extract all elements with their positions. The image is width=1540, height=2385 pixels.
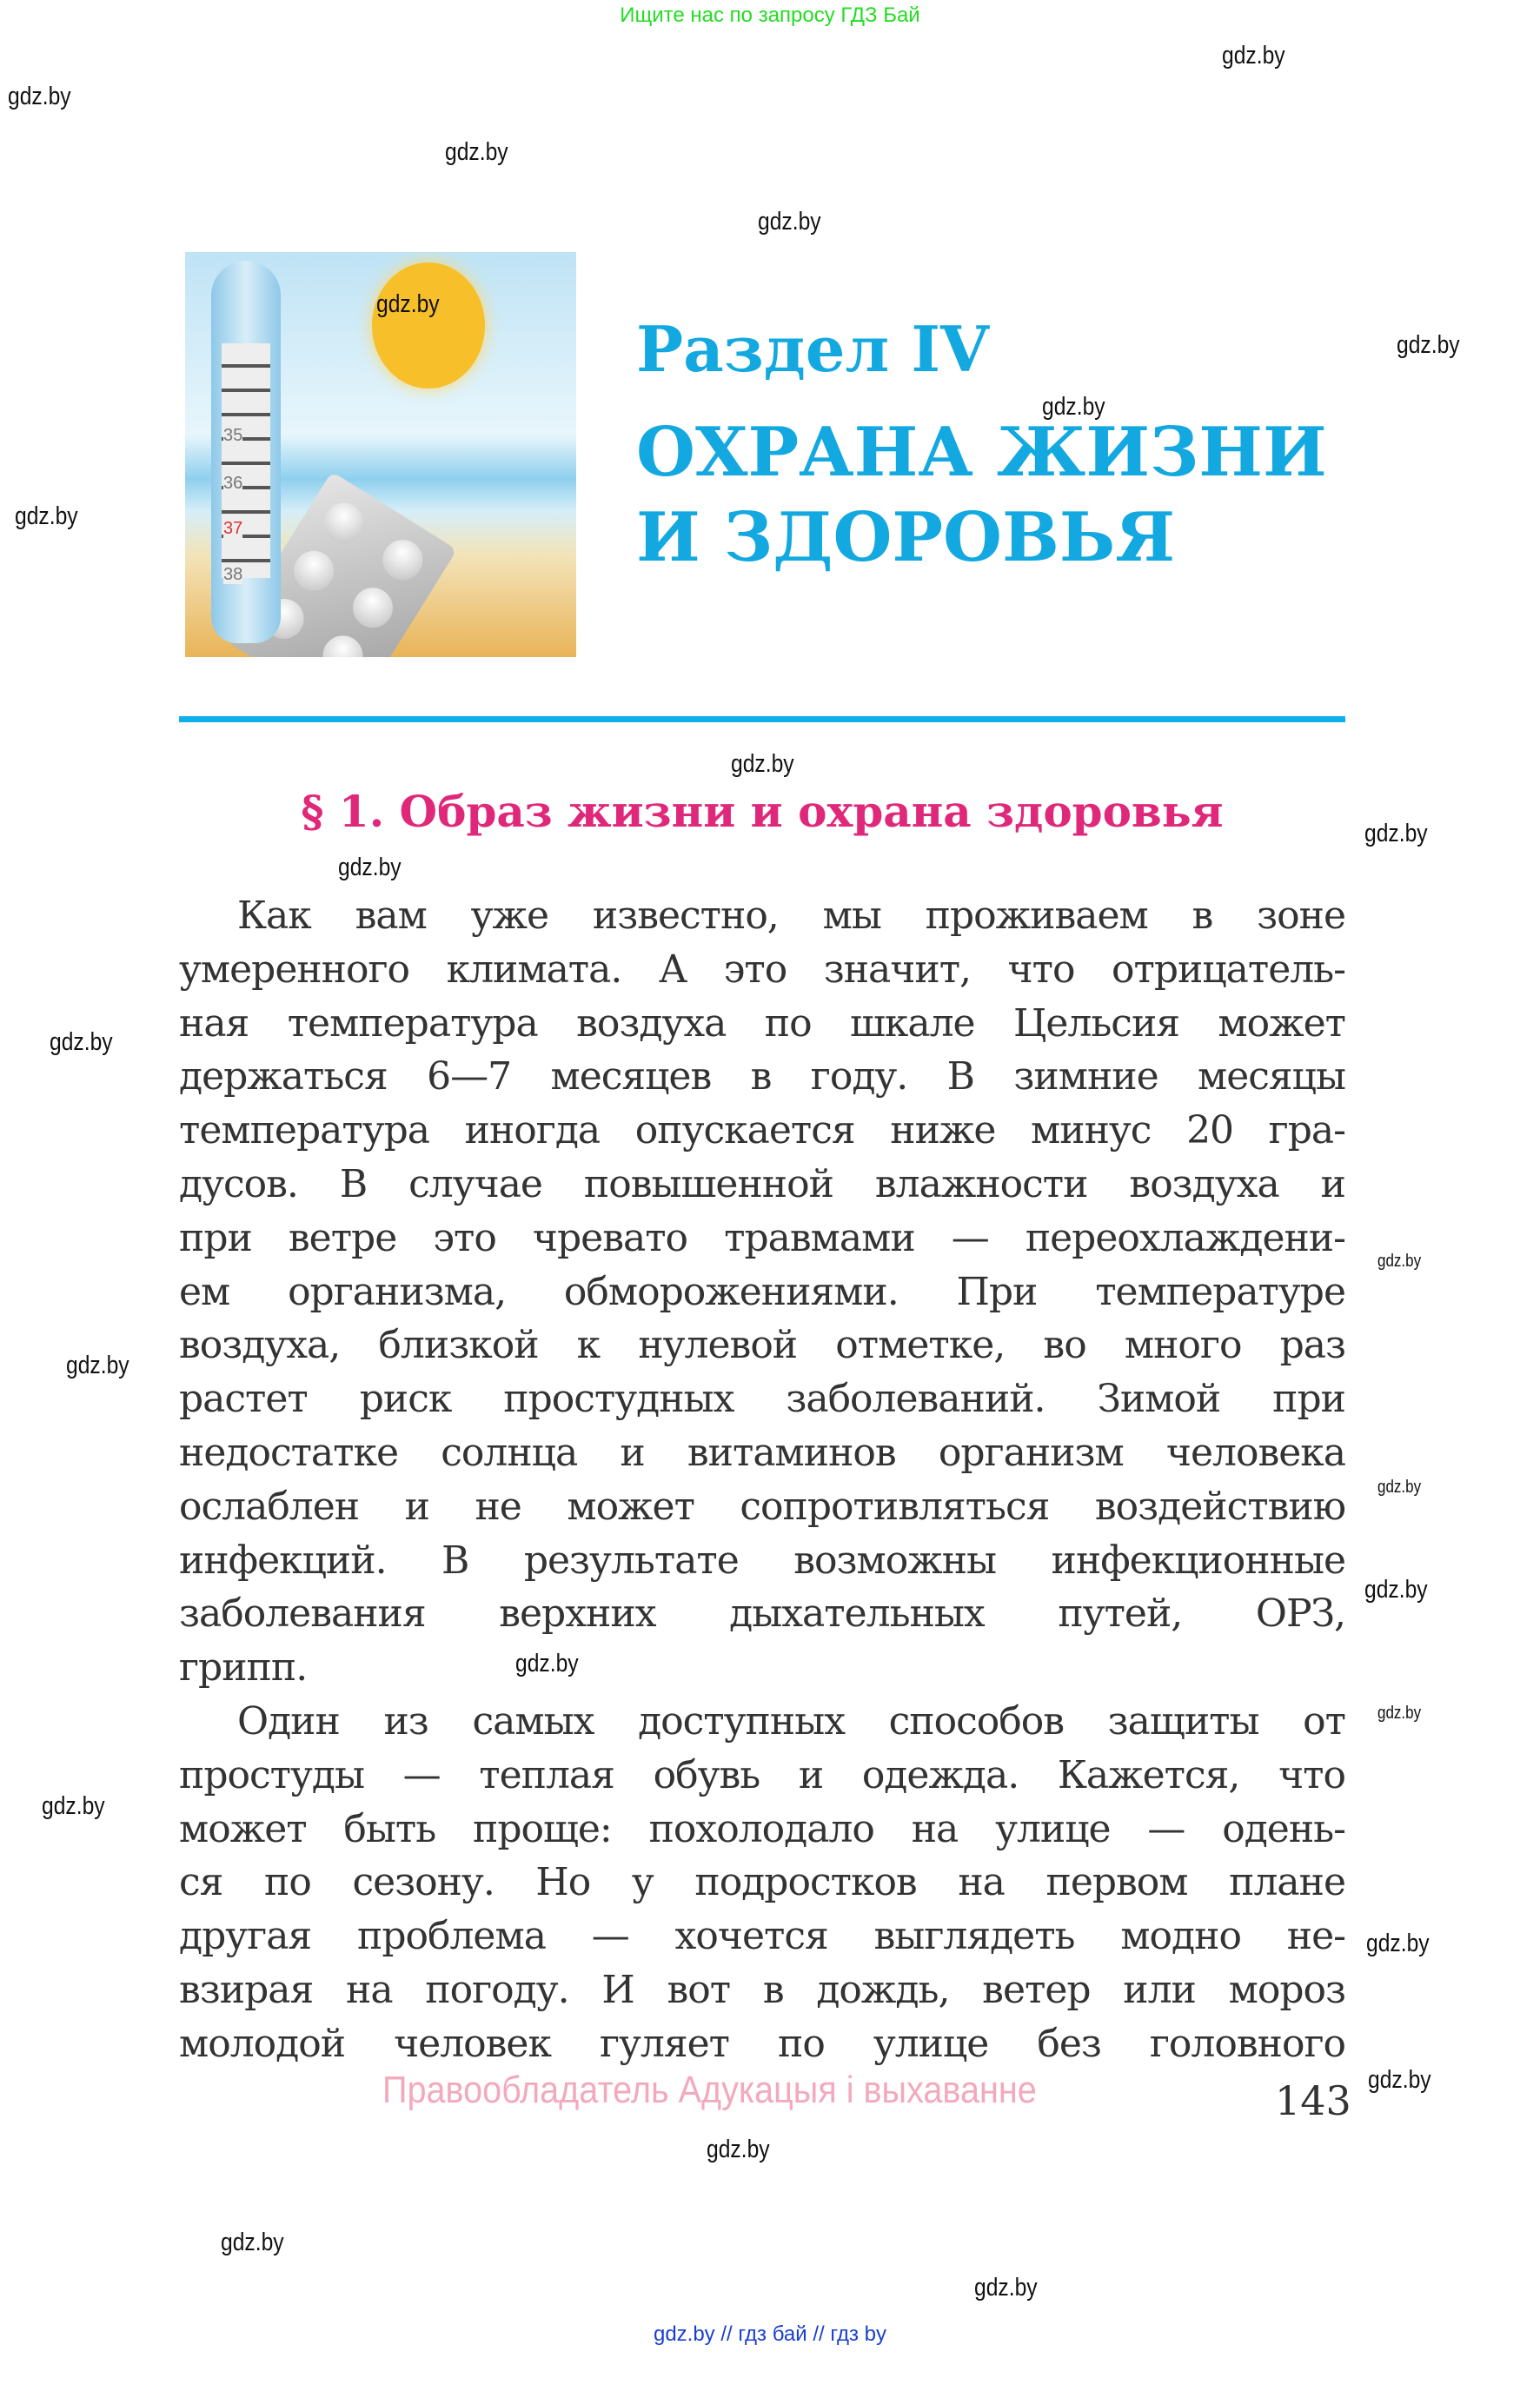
text-line: взирая на погоду. И вот в дождь, ветер или мороз bbox=[179, 1967, 1345, 2012]
section-title-line1: ОХРАНА ЖИЗНИ bbox=[636, 413, 1327, 492]
page-number: 143 bbox=[1275, 2077, 1351, 2124]
watermark-link[interactable]: gdz.by bbox=[1364, 1576, 1428, 1604]
watermark-link[interactable]: gdz.by bbox=[15, 502, 78, 530]
thermometer-mark: 36 bbox=[223, 474, 243, 493]
watermark-link[interactable]: gdz.by bbox=[42, 1792, 105, 1820]
bottom-ad-link[interactable]: gdz.by // гдз бай // гдз by bbox=[653, 2322, 887, 2346]
top-ad-link[interactable]: Ищите нас по запросу ГДЗ Бай bbox=[620, 3, 920, 27]
text-line: умеренного климата. А это значит, что отрицатель- bbox=[179, 947, 1345, 992]
sun-graphic bbox=[372, 262, 485, 389]
copyright-notice: Правообладатель Адукацыя і выхаванне bbox=[382, 2069, 1037, 2111]
text-line: температура иногда опускается ниже минус 20 гра- bbox=[179, 1108, 1345, 1153]
watermark-link[interactable]: gdz.by bbox=[707, 2136, 770, 2163]
section-divider bbox=[179, 716, 1345, 722]
watermark-link[interactable]: gdz.by bbox=[8, 83, 71, 110]
text-line: Как вам уже известно, мы проживаем в зоне bbox=[237, 894, 1345, 938]
thermometer-mark: 38 bbox=[223, 565, 243, 584]
watermark-link[interactable]: gdz.by bbox=[1366, 1930, 1430, 1957]
text-line: простуды — теплая обувь и одежда. Кажется, что bbox=[179, 1752, 1345, 1797]
paragraph-heading: § 1. Образ жизни и охрана здоровья bbox=[301, 786, 1224, 837]
watermark-link[interactable]: gdz.by bbox=[50, 1028, 113, 1056]
text-line: ем организма, обморожениями. При температуре bbox=[179, 1269, 1345, 1314]
watermark-link[interactable]: gdz.by bbox=[1364, 820, 1428, 847]
text-line: Один из самых доступных способов защиты от bbox=[237, 1698, 1345, 1744]
watermark-link[interactable]: gdz.by bbox=[1368, 2066, 1431, 2094]
text-line: дусов. В случае повышенной влажности воздуха и bbox=[179, 1161, 1345, 1206]
watermark-link[interactable]: gdz.by bbox=[1397, 331, 1460, 359]
text-line: ся по сезону. Но у подростков на первом плане bbox=[179, 1860, 1345, 1905]
watermark-link[interactable]: gdz.by bbox=[758, 208, 821, 236]
watermark-link[interactable]: gdz.by bbox=[1222, 42, 1285, 70]
watermark-link[interactable]: gdz.by bbox=[1377, 1704, 1422, 1723]
section-label: Раздел IV bbox=[636, 312, 989, 386]
text-line: заболевания верхних дыхательных путей, ОРЗ, bbox=[179, 1591, 1345, 1637]
text-line: недостатке солнца и витаминов организм человека bbox=[179, 1430, 1345, 1475]
watermark-link[interactable]: gdz.by bbox=[1042, 393, 1105, 421]
text-line: другая проблема — хочется выглядеть модно не- bbox=[179, 1914, 1345, 1959]
section-title-line2: И ЗДОРОВЬЯ bbox=[636, 498, 1176, 577]
watermark-link[interactable]: gdz.by bbox=[1377, 1252, 1422, 1271]
text-line: воздуха, близкой к нулевой отметке, во много раз bbox=[179, 1323, 1345, 1368]
thermometer-mark: 37 bbox=[223, 519, 243, 538]
text-line: ослаблен и не может сопротивляться воздействию bbox=[179, 1484, 1345, 1529]
watermark-link[interactable]: gdz.by bbox=[338, 854, 402, 881]
watermark-link[interactable]: gdz.by bbox=[515, 1650, 579, 1677]
watermark-link[interactable]: gdz.by bbox=[221, 2229, 284, 2256]
text-line: ная температура воздуха по шкале Цельсия может bbox=[179, 1000, 1345, 1046]
watermark-link[interactable]: gdz.by bbox=[974, 2274, 1038, 2302]
body-text bbox=[179, 889, 1345, 2071]
watermark-link[interactable]: gdz.by bbox=[731, 750, 794, 778]
text-line: растет риск простудных заболеваний. Зимой при bbox=[179, 1377, 1345, 1422]
thermometer-mark: 35 bbox=[223, 426, 243, 445]
thermometer-graphic bbox=[211, 261, 281, 643]
text-line: может быть проще: похолодало на улице — одень- bbox=[179, 1806, 1345, 1851]
section-title bbox=[636, 313, 1327, 581]
watermark-link[interactable]: gdz.by bbox=[66, 1352, 129, 1379]
text-line: инфекций. В результате возможны инфекционные bbox=[179, 1538, 1345, 1583]
text-line: грипп. bbox=[179, 1645, 308, 1691]
watermark-link[interactable]: gdz.by bbox=[376, 290, 440, 318]
watermark-link[interactable]: gdz.by bbox=[1377, 1478, 1422, 1497]
text-line: при ветре это чревато травмами — переохлаждени- bbox=[179, 1215, 1345, 1260]
watermark-link[interactable]: gdz.by bbox=[445, 138, 508, 166]
text-line: держаться 6—7 месяцев в году. В зимние месяцы bbox=[179, 1054, 1345, 1099]
text-line: молодой человек гуляет по улице без головного bbox=[179, 2021, 1345, 2066]
